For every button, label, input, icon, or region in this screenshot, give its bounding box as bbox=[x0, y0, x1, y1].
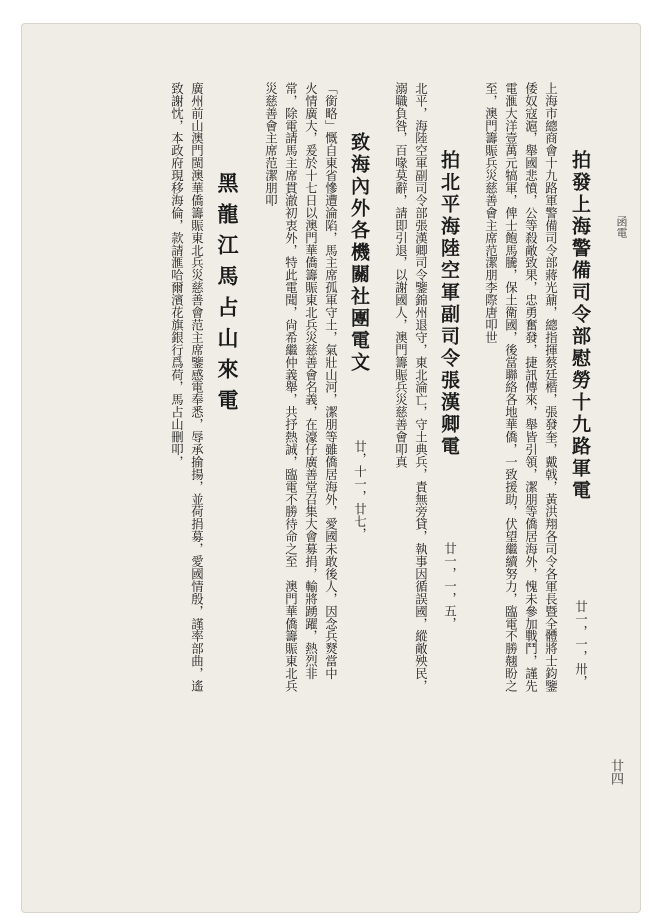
doc2-line: 北平，海陸空軍副司令部張漢卿司令鑒錦州退守，東北淪亡，守土典兵，責無旁貸，執事因循誤國，縱敵殃民， bbox=[413, 82, 429, 693]
doc4-title: 黑龍江馬占山來電 bbox=[215, 172, 240, 420]
doc4-line: 廣州前山澳門閩澳華僑籌賑東北兵災慈善會范主席鑒感電奉悉，辱承揄揚，並荷捐募，愛國情殷，謹率部曲，遙 bbox=[189, 82, 205, 693]
page-number: 廿四 bbox=[608, 759, 623, 785]
doc3-line: 常，除電請馬主席貫澈初衷外，特此電聞，尙希繼仲義舉，共抒熱誠，臨電不勝待命之至 澳門華僑籌賑東北兵 bbox=[283, 82, 299, 693]
doc2-title: 拍北平海陸空軍副司令張漢卿電 bbox=[438, 150, 460, 458]
doc3-date: 廿，十一，廿七， bbox=[352, 440, 368, 540]
doc3-title: 致海內外各機關社團電文 bbox=[348, 132, 370, 374]
doc3-line: 災慈善會主席范潔朋叩 bbox=[263, 82, 279, 207]
doc1-title: 拍發上海警備司令部慰勞十九路軍電 bbox=[569, 150, 591, 502]
doc3-line: 「銜略」慨自東省慘遭淪陷，馬主席孤軍守土，氣壯山河，潔朋等雖僑居海外，愛國未敢後人，因念兵燹當中 bbox=[323, 82, 339, 680]
doc3-line: 火情廣大，爰於十七日以澳門華僑籌賑東北兵災慈善會名義，在濠仔廣善堂召集大會募捐，輸將踴躍，熱烈非 bbox=[303, 82, 319, 680]
doc1-line: 上海市總商會十九路軍警備司令部蔣光鼐，總指揮蔡廷楷，張發奎，戴戟，黃洪翔各司令各軍長暨全體將士鈞鑒 bbox=[543, 82, 559, 693]
document-page bbox=[22, 24, 640, 912]
doc1-line: 電滙大洋壹萬元犒軍，俾士飽馬騰，保土衛國，後當聯絡各地華僑，一致援助，伏望繼續努力，臨電不勝翹盼之 bbox=[503, 82, 519, 693]
doc1-line: 倭奴寇滬，舉國悲憤，公等殺敵致果，忠勇奮發，捷訊傳來，舉皆引領，潔朋等僑居海外，愧未參加戰鬥，謹先 bbox=[523, 82, 539, 693]
section-header: 函電 bbox=[615, 216, 628, 238]
doc2-date: 廿一，一，五， bbox=[442, 542, 458, 630]
doc1-date: 廿一，一，卅， bbox=[573, 600, 589, 688]
doc4-line: 致謝忱，本政府現移海倫，款請滙哈爾濱花旗銀行爲荷，馬占山刪叩， bbox=[169, 82, 185, 468]
doc1-line: 至，澳門籌賑兵災慈善會主席范潔朋李際唐叩世 bbox=[483, 82, 499, 344]
doc2-line: 溺職負咎，百喙莫辭，請即引退，以謝國人，澳門籌賑兵災慈善會叩真 bbox=[393, 82, 409, 468]
